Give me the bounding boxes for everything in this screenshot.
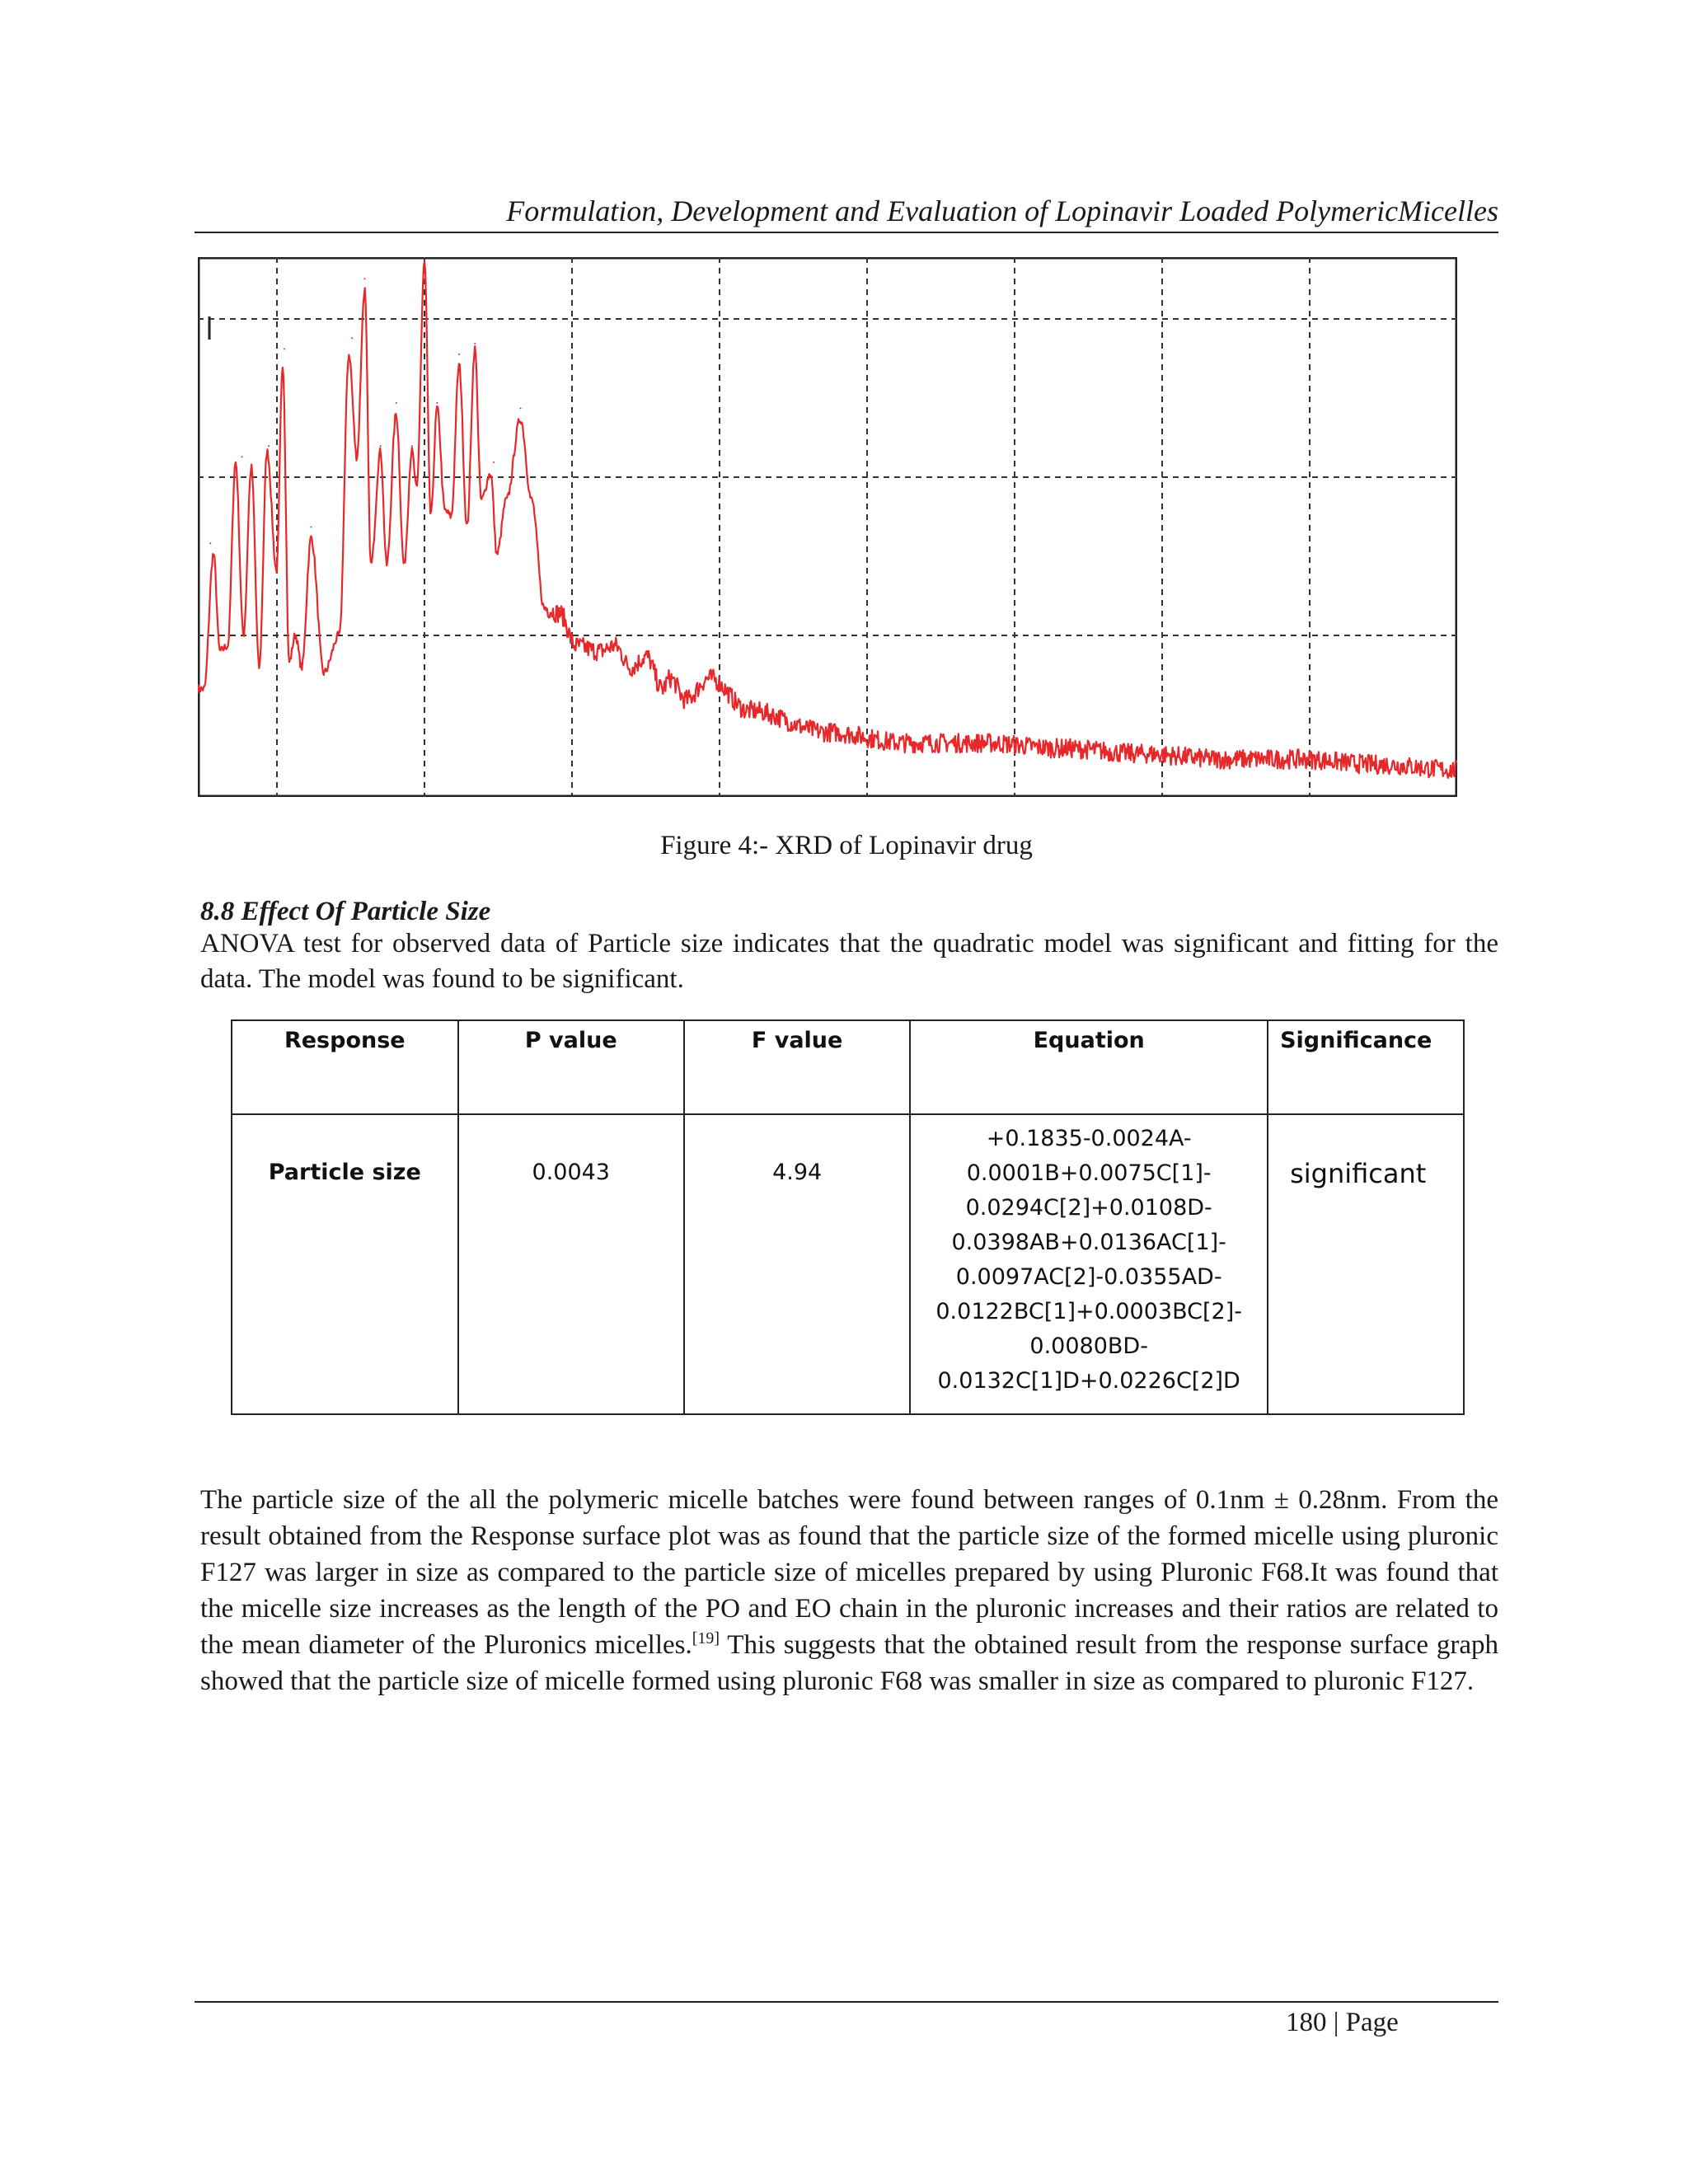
f-value: 4.94 <box>772 1160 823 1185</box>
cell-significance <box>1268 1114 1464 1414</box>
citation-ref: [19] <box>692 1629 720 1647</box>
discussion-paragraph <box>200 1482 1498 1699</box>
section-intro: ANOVA test for observed data of Particle size indicates that the quadratic model was significant and fitting for the data. The model was found to be significant. <box>200 929 1498 994</box>
header-f-value: F value <box>684 1020 910 1114</box>
peak-marker-13 <box>458 354 460 355</box>
equation-line: 0.0398AB+0.0136AC[1]- <box>951 1230 1226 1255</box>
figure-caption: Figure 4:- XRD of Lopinavir drug <box>660 831 1033 860</box>
cell-p-value <box>458 1114 684 1414</box>
peak-marker-8 <box>380 445 382 447</box>
peak-marker-7 <box>364 278 366 279</box>
running-title: Formulation, Development and Evaluation of Lopinavir Loaded PolymericMicelles <box>506 194 1498 227</box>
peak-marker-18 <box>614 645 616 647</box>
p-value: 0.0043 <box>532 1160 610 1185</box>
peak-marker-9 <box>396 402 397 404</box>
header-p-value: P value <box>458 1020 684 1114</box>
peak-marker-4 <box>284 348 285 349</box>
equation-line: 0.0294C[2]+0.0108D- <box>965 1195 1212 1221</box>
peak-marker-2 <box>241 456 243 457</box>
cell-equation <box>910 1114 1268 1414</box>
peak-marker-20 <box>669 677 671 679</box>
peak-marker-5 <box>311 527 312 528</box>
header-response: Response <box>232 1020 458 1114</box>
table-row <box>232 1114 1464 1414</box>
equation-line: 0.0132C[1]D+0.0226C[2]D <box>937 1368 1240 1394</box>
peak-marker-21 <box>709 677 710 679</box>
header-equation: Equation <box>910 1020 1268 1114</box>
equation-text <box>911 1115 1267 1399</box>
plot-frame <box>199 258 1456 796</box>
header-significance: Significance <box>1268 1020 1464 1114</box>
peak-marker-1 <box>209 542 211 544</box>
peak-marker-12 <box>436 402 438 404</box>
equation-line: 0.0080BD- <box>1029 1333 1148 1359</box>
footer-rule <box>195 2001 1498 2003</box>
equation-line: 0.0001B+0.0075C[1]- <box>966 1160 1212 1186</box>
peak-marker-16 <box>520 407 522 409</box>
peak-marker-17 <box>559 607 560 609</box>
header-rule <box>195 232 1498 233</box>
table-header-row <box>232 1020 1464 1114</box>
response-value: Particle size <box>268 1160 421 1185</box>
xrd-chart <box>198 257 1457 797</box>
equation-line: 0.0122BC[1]+0.0003BC[2]- <box>935 1299 1242 1324</box>
discussion-tail: This suggests that the obtained result from the response surface graph showed that the particle size of micelle formed using pluronic F68 was smaller in size as compared to pluronic F127. <box>200 1630 1498 1696</box>
peak-marker-10 <box>411 445 413 447</box>
peak-marker-3 <box>268 445 270 447</box>
equation-line: 0.0097AC[2]-0.0355AD- <box>955 1264 1222 1290</box>
anova-table <box>231 1019 1465 1415</box>
discussion-text: The particle size of the all the polymeric micelle batches were found between ranges of 0.1nm ± 0.28nm. From the result obtained from the Response surface plot was as found that the particle size of the formed micelle using pluronic F127 was larger in size as compared to the particle size of micelles prepared by using Pluronic F68.It was found that the micelle size increases as the length of the PO and EO chain in the pluronic increases and their ratios are related to the mean diameter of the Pluronics micelles. <box>200 1485 1498 1660</box>
cell-f-value <box>684 1114 910 1414</box>
equation-line: +0.1835-0.0024A- <box>986 1126 1192 1151</box>
cell-response <box>232 1114 458 1414</box>
significance-value: significant <box>1290 1158 1427 1189</box>
peak-marker-6 <box>351 337 353 339</box>
peak-marker-15 <box>493 462 495 463</box>
section-heading: 8.8 Effect Of Particle Size <box>200 897 491 926</box>
peak-marker-14 <box>474 343 476 344</box>
peak-marker-19 <box>645 650 647 652</box>
page-number: 180 | Page <box>1286 2008 1399 2037</box>
